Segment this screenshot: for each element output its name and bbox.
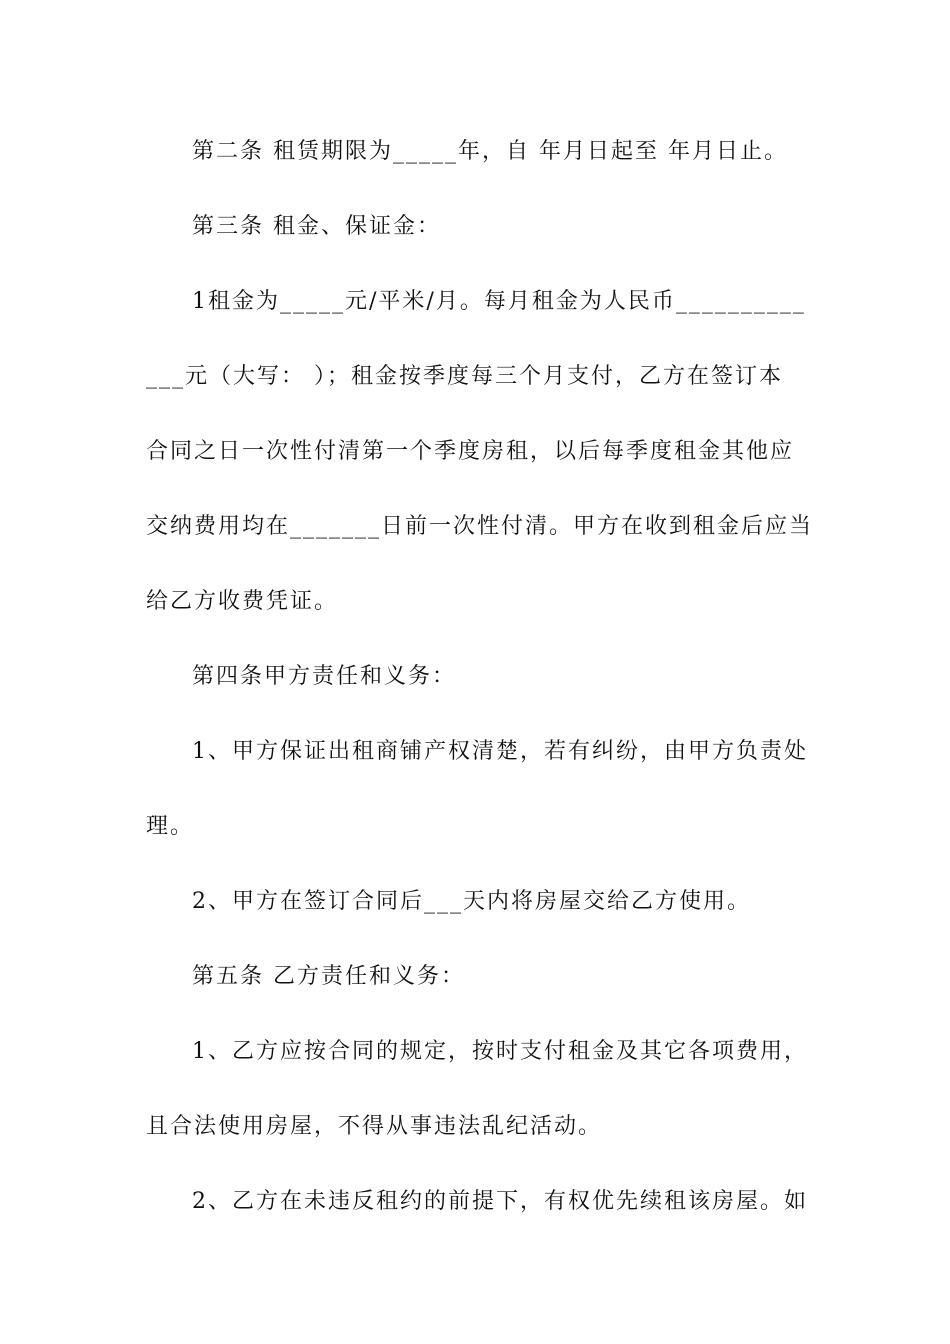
- clause-3-item-1-line-2: ___元（大写： ）；租金按季度每三个月支付，乙方在签订本: [146, 364, 783, 389]
- clause-3-item-1-line-3: 合同之日一次性付清第一个季度房租，以后每季度租金其他应: [146, 439, 795, 464]
- clause-5-item-1-line-2: 且合法使用房屋，不得从事违法乱纪活动。: [146, 1114, 603, 1139]
- clause-5-item-2-line-1: 2、乙方在未违反租约的前提下，有权优先续租该房屋。如: [192, 1189, 808, 1214]
- clause-3-item-1-line-4: 交纳费用均在_______日前一次性付清。甲方在收到租金后应当: [146, 514, 814, 539]
- clause-4-item-1-line-2: 理。: [146, 814, 195, 839]
- clause-4-item-2: 2、甲方在签订合同后___天内将房屋交给乙方使用。: [192, 889, 751, 914]
- clause-5-item-1-line-1: 1、乙方应按合同的规定，按时支付租金及其它各项费用，: [192, 1039, 808, 1064]
- clause-3-item-1-line-5: 给乙方收费凭证。: [146, 589, 339, 614]
- clause-5-heading: 第五条 乙方责任和义务：: [192, 964, 465, 989]
- clause-3-item-1-line-1: 1租金为_____元/平米/月。每月租金为人民币__________: [192, 289, 806, 314]
- clause-3-heading: 第三条 租金、保证金：: [192, 214, 441, 239]
- clause-2-lease-term: 第二条 租赁期限为_____年，自 年月日起至 年月日止。: [192, 139, 788, 164]
- clause-4-heading: 第四条甲方责任和义务：: [192, 664, 457, 689]
- clause-4-item-1-line-1: 1、甲方保证出租商铺产权清楚，若有纠纷，由甲方负责处: [192, 739, 808, 764]
